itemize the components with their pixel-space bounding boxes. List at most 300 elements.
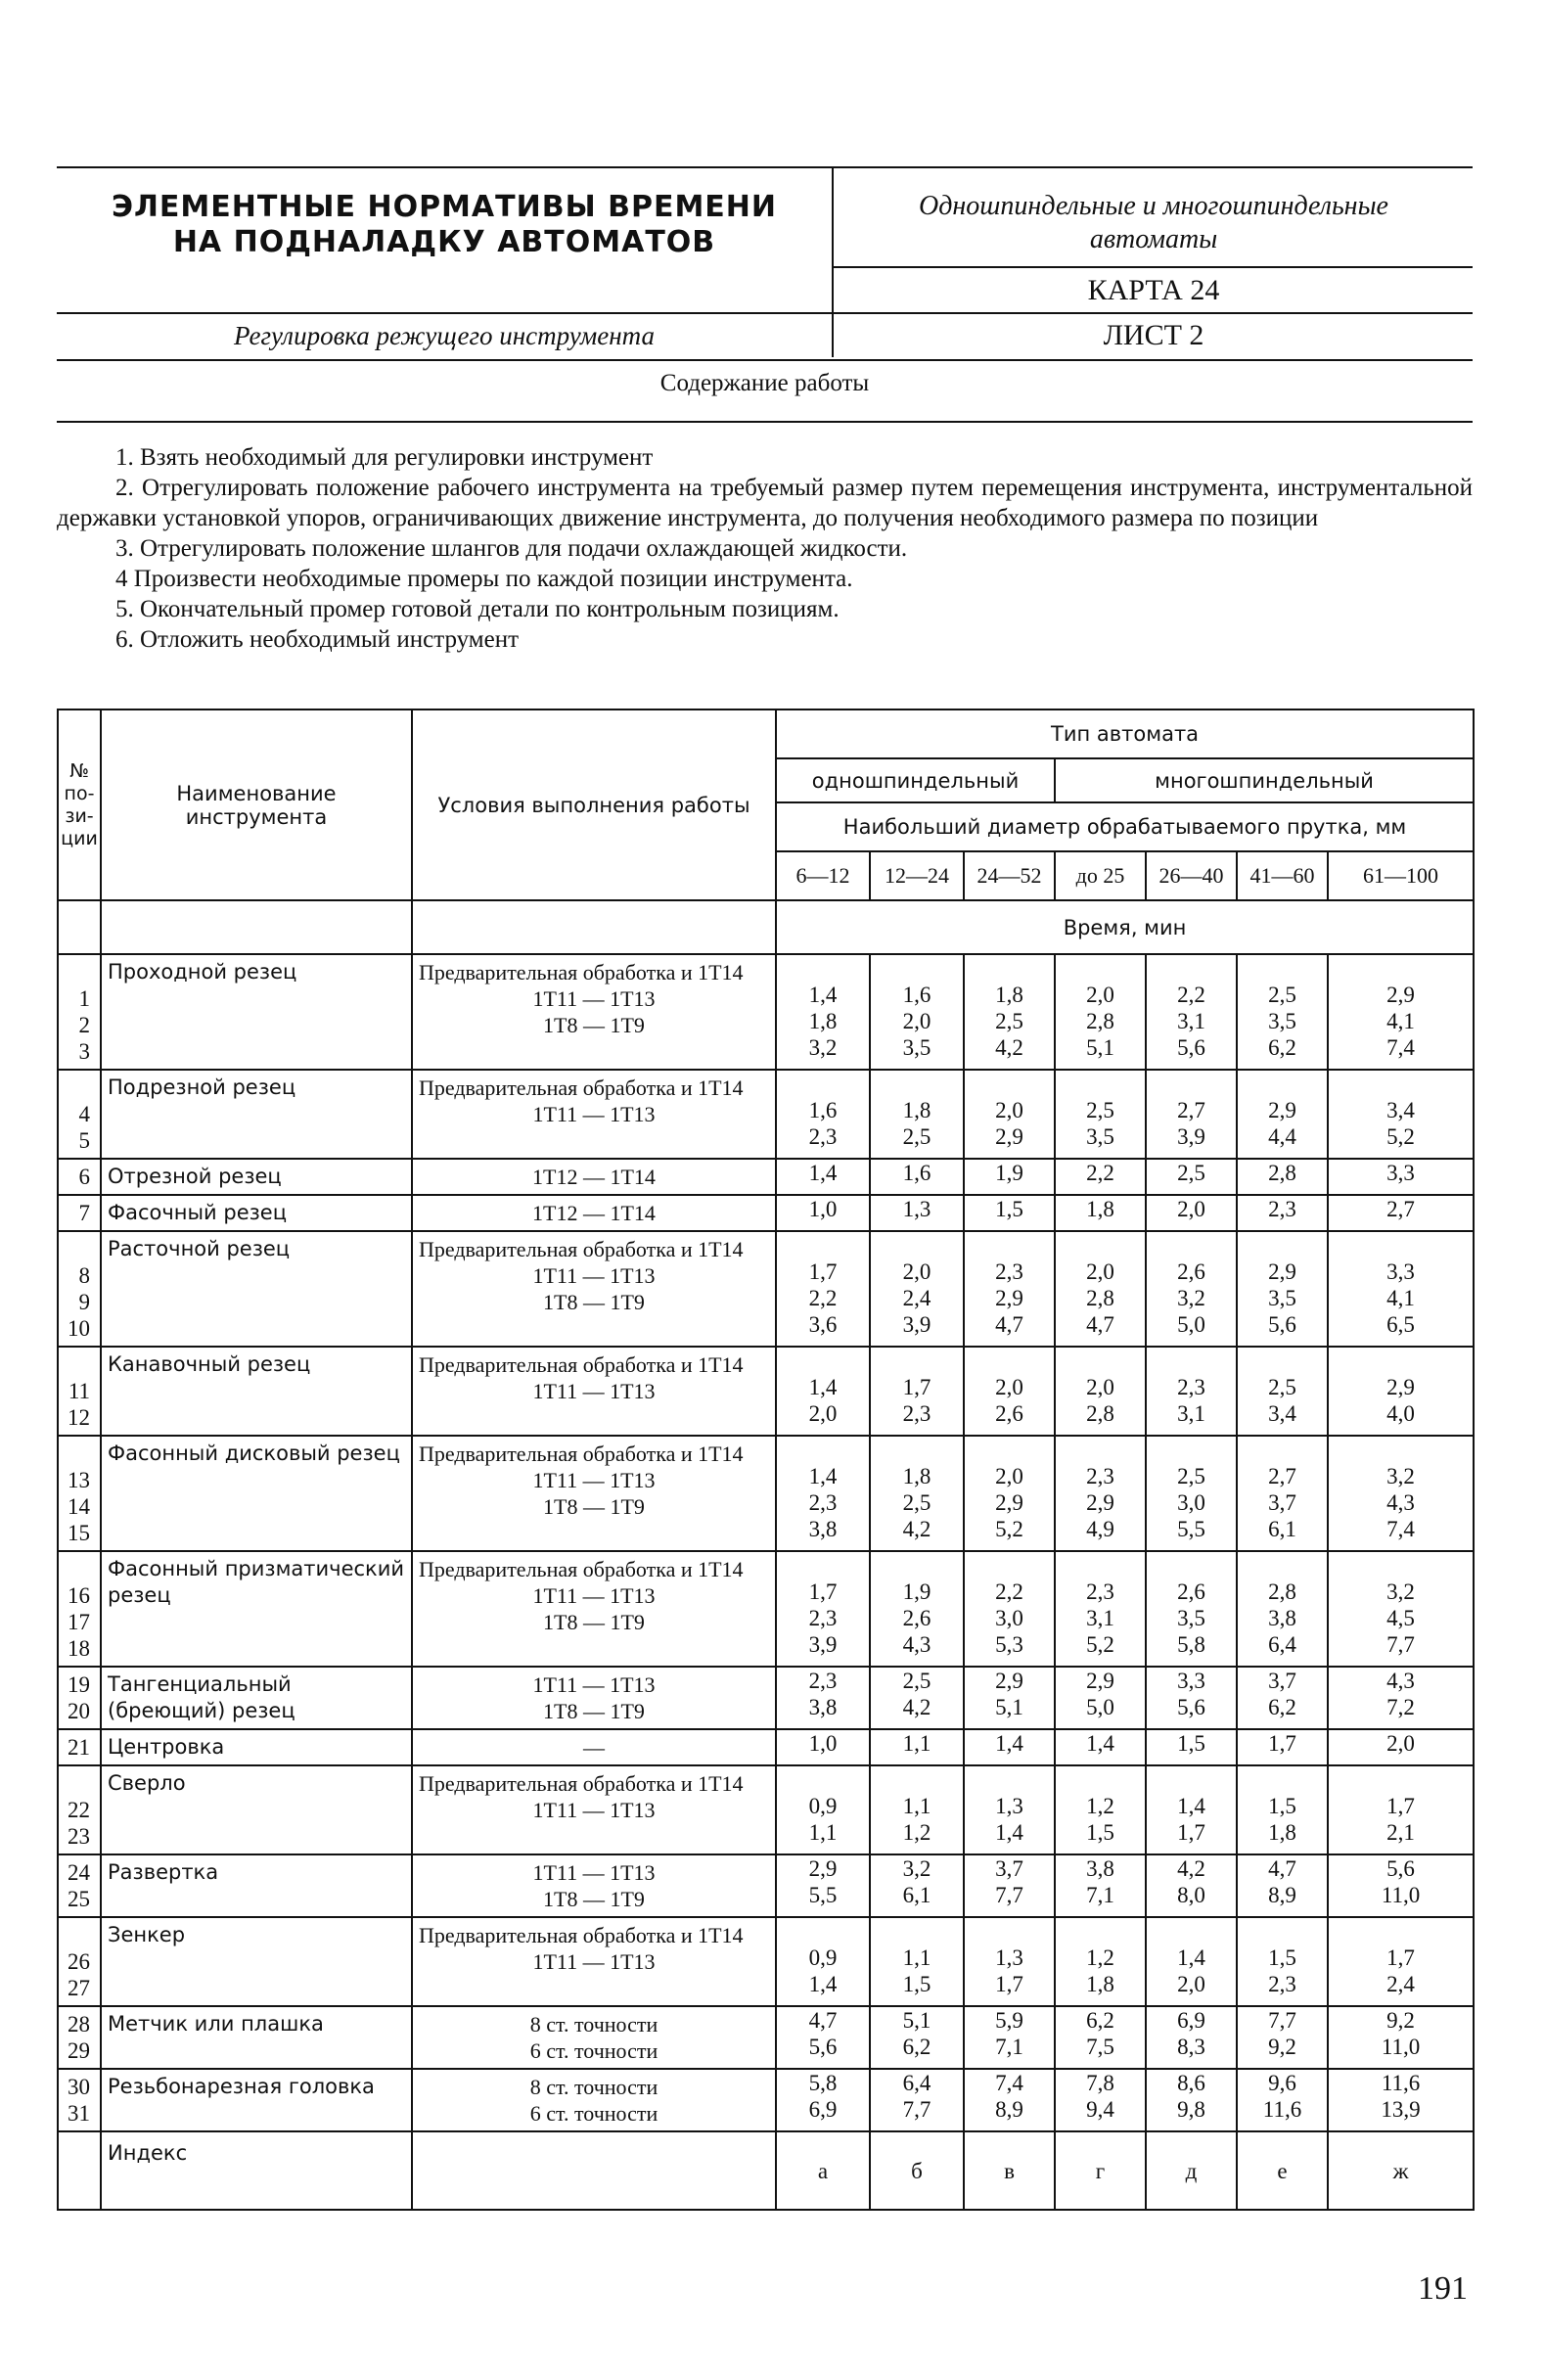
time-cell [1237,1917,1328,2006]
time-value: 4,4 [1268,1124,1296,1149]
time-value: 2,3 [808,1490,838,1515]
condition-line: 1Т11 — 1Т13 [532,1468,656,1492]
time-cell [1146,2006,1237,2069]
time-value: 4,9 [1086,1517,1114,1541]
time-cell [1146,1765,1237,1854]
time-value: 1,7 [1386,1794,1415,1818]
time-value: 3,3 [1386,1259,1415,1284]
time-value: 11,6 [1262,2097,1302,2122]
time-value: 1,3 [902,1197,931,1221]
position-number: 31 [68,2101,90,2126]
time-value: 3,0 [995,1606,1023,1630]
tool-name: Канавочный резец [101,1347,412,1436]
tool-name: Фасонный дисковый резец [101,1436,412,1551]
condition-line: 1Т11 — 1Т13 [532,1263,656,1288]
conditions-cell [412,1917,776,2006]
tool-name: Тангенциальный (бреющий) резец [101,1667,412,1729]
time-value: 2,5 [902,1124,931,1149]
time-cell [1328,1551,1474,1667]
position-cell [58,1436,101,1551]
time-value: 9,8 [1177,2097,1205,2122]
tool-name: Проходной резец [101,954,412,1070]
time-value: 3,7 [1268,1490,1296,1515]
time-value: 2,0 [995,1464,1023,1488]
table-row [58,1667,1474,1729]
time-value: 1,7 [995,1972,1023,1996]
time-value: 2,4 [902,1286,931,1310]
time-value: 7,5 [1086,2035,1114,2059]
time-value: 2,2 [808,1286,838,1310]
tool-name: Центровка [101,1729,412,1765]
condition-line: 1Т8 — 1Т9 [543,1494,645,1519]
time-value: 3,4 [1268,1401,1296,1426]
time-value: 1,4 [808,1972,838,1996]
time-value: 1,6 [902,983,931,1007]
col-header-single: одношпиндельный [776,758,1055,802]
condition-line: 1Т12 — 1Т14 [532,1201,656,1225]
position-number: 28 [68,2012,90,2037]
position-number: 12 [68,1405,90,1430]
position-cell [58,1765,101,1854]
position-number: 14 [68,1494,90,1519]
condition-line: 1Т11 — 1Т13 [532,1798,656,1822]
time-value: 3,3 [1177,1669,1205,1693]
time-cell [964,1070,1055,1159]
time-value: 4,7 [1268,1856,1296,1881]
time-value: 8,6 [1177,2071,1205,2095]
time-value: 6,2 [1268,1695,1296,1719]
table-row [58,2069,1474,2131]
range-header: 6—12 [776,851,870,900]
time-cell [870,1159,964,1195]
time-value: 1,7 [1177,1820,1205,1845]
document-title [57,190,832,260]
time-cell [1328,1667,1474,1729]
section-rule [57,421,1473,423]
time-value: 1,1 [902,1794,931,1818]
time-cell [1328,1159,1474,1195]
time-cell [1055,954,1146,1070]
header-block [57,166,1473,361]
time-value: 1,3 [995,1794,1023,1818]
conditions-cell [412,1070,776,1159]
time-cell [776,1436,870,1551]
time-value: 11,0 [1381,2035,1421,2059]
time-cell [964,2006,1055,2069]
time-value: 1,4 [808,1375,838,1399]
time-cell [1146,1231,1237,1347]
time-value: 1,0 [808,1197,838,1221]
time-value: 2,8 [1086,1286,1114,1310]
step: 5. Окончательный промер готовой детали по контрольным позициям. [115,596,840,622]
time-cell [1237,1551,1328,1667]
time-value: 2,3 [995,1259,1023,1284]
condition-line: 6 ст. точности [529,2101,658,2126]
position-cell [58,1231,101,1347]
conditions-cell [412,1436,776,1551]
time-value: 9,2 [1386,2008,1415,2033]
time-value: 5,1 [995,1695,1023,1719]
position-number: 24 [68,1860,90,1885]
time-value: 1,7 [808,1259,838,1284]
time-value: 7,4 [1386,1517,1415,1541]
time-value: 11,0 [1381,1883,1421,1907]
table-row [58,1765,1474,1854]
time-value: 1,6 [902,1161,931,1185]
time-cell [964,1195,1055,1231]
time-value: 2,4 [1386,1972,1415,1996]
page-number: 191 [1418,2270,1468,2307]
time-cell [1328,2006,1474,2069]
time-value: 1,8 [1086,1972,1114,1996]
time-cell [1237,1765,1328,1854]
time-value: 2,5 [1177,1464,1205,1488]
time-cell [776,1667,870,1729]
time-cell [870,2069,964,2131]
time-cell [1055,2006,1146,2069]
time-cell [1146,1917,1237,2006]
time-value: 4,3 [902,1632,931,1657]
time-value: 5,1 [902,2008,931,2033]
condition-line: 1Т8 — 1Т9 [543,1887,645,1911]
time-cell [1328,1070,1474,1159]
index-letter: в [964,2131,1055,2210]
time-value: 2,7 [1177,1098,1205,1122]
time-cell [776,1159,870,1195]
time-value: 2,8 [1268,1161,1296,1185]
table-row [58,2006,1474,2069]
position-cell [58,1917,101,2006]
position-number: 29 [68,2038,90,2063]
machine-type-line: Одношпиндельные и многошпиндельные [919,191,1388,221]
condition-line: 1Т11 — 1Т13 [532,1949,656,1974]
time-cell [1146,1551,1237,1667]
time-cell [870,1231,964,1347]
time-cell [870,1765,964,1854]
time-cell [776,1854,870,1917]
tool-name: Фасочный резец [101,1195,412,1231]
time-value: 2,9 [1268,1098,1296,1122]
condition-line: 8 ст. точности [529,2012,658,2037]
time-value: 2,8 [1086,1009,1114,1033]
table-row [58,1436,1474,1551]
time-value: 2,8 [1086,1401,1114,1426]
work-content-title: Содержание работы [659,370,870,396]
time-value: 4,2 [902,1695,931,1719]
time-cell [1055,1917,1146,2006]
index-letter: д [1146,2131,1237,2210]
time-value: 6,9 [1177,2008,1205,2033]
time-cell [776,1729,870,1765]
time-value: 2,2 [1086,1161,1114,1185]
col-header-position-text: № по-зи-ции [61,759,98,849]
time-value: 6,4 [1268,1632,1296,1657]
time-value: 3,5 [1268,1009,1296,1033]
condition-line: 1Т11 — 1Т13 [532,1860,656,1885]
range-header: 24—52 [964,851,1055,900]
header-rule [57,312,832,314]
time-value: 0,9 [808,1945,838,1970]
time-value: 2,3 [1086,1464,1114,1488]
tool-name: Фасонный призматический резец [101,1551,412,1667]
time-value: 6,2 [902,2035,931,2059]
position-number: 11 [68,1379,90,1403]
time-cell [1328,1729,1474,1765]
time-value: 5,0 [1177,1312,1205,1337]
time-value: 1,7 [1386,1945,1415,1970]
time-value: 2,0 [1086,983,1114,1007]
time-value: 2,9 [1086,1490,1114,1515]
time-value: 4,7 [808,2008,838,2033]
machine-type-line: автоматы [1089,224,1218,254]
time-value: 11,6 [1381,2071,1421,2095]
index-letter: е [1237,2131,1328,2210]
position-number: 17 [68,1610,90,1634]
position-number: 10 [68,1316,90,1341]
time-value: 3,9 [902,1312,931,1337]
col-header-diameter: Наибольший диаметр обрабатываемого прутка, мм [776,802,1474,851]
time-cell [1237,1436,1328,1551]
time-value: 3,5 [1086,1124,1114,1149]
time-cell [964,1231,1055,1347]
condition-line: 8 ст. точности [529,2075,658,2099]
time-value: 2,0 [1086,1375,1114,1399]
time-value: 5,2 [1386,1124,1415,1149]
time-value: 3,4 [1386,1098,1415,1122]
time-value: 2,0 [1177,1972,1205,1996]
position-number: 19 [68,1672,90,1697]
time-cell [964,2069,1055,2131]
work-steps [57,442,1473,655]
time-value: 2,0 [1177,1197,1205,1221]
time-value: 1,7 [808,1579,838,1604]
time-value: 2,5 [902,1490,931,1515]
time-value: 6,5 [1386,1312,1415,1337]
table-row [58,1551,1474,1667]
time-value: 3,5 [1268,1286,1296,1310]
range-header: 41—60 [1237,851,1328,900]
condition-line: 1Т11 — 1Т13 [532,1379,656,1403]
col-header-conditions: Условия выполнения работы [412,709,776,900]
time-value: 5,8 [1177,1632,1205,1657]
time-value: 2,2 [1177,983,1205,1007]
time-value: 3,9 [1177,1124,1205,1149]
time-value: 5,9 [995,2008,1023,2033]
table-row [58,1917,1474,2006]
table-row [58,954,1474,1070]
time-cell [1328,1231,1474,1347]
time-value: 1,8 [808,1009,838,1033]
time-cell [1328,1436,1474,1551]
time-value: 1,4 [808,983,838,1007]
time-cell [1055,2069,1146,2131]
condition-line: 1Т8 — 1Т9 [543,1699,645,1723]
time-value: 2,5 [995,1009,1023,1033]
range-header: 61—100 [1328,851,1474,900]
conditions-cell [412,954,776,1070]
time-cell [870,954,964,1070]
time-value: 4,2 [902,1517,931,1541]
condition-line: 1Т8 — 1Т9 [543,1013,645,1037]
time-value: 5,6 [808,2035,838,2059]
time-cell [964,1667,1055,1729]
time-value: 2,6 [1177,1579,1205,1604]
time-value: 1,2 [1086,1945,1114,1970]
time-value: 5,2 [1086,1632,1114,1657]
tool-name: Зенкер [101,1917,412,2006]
condition-line: 1Т8 — 1Т9 [543,1610,645,1634]
index-letter: а [776,2131,870,2210]
time-value: 2,3 [808,1606,838,1630]
tool-name: Расточной резец [101,1231,412,1347]
col-header-type: Тип автомата [776,709,1474,758]
position-cell [58,1667,101,1729]
range-header: до 25 [1055,851,1146,900]
time-cell [1146,954,1237,1070]
conditions-cell [412,1159,776,1195]
conditions-cell [412,1667,776,1729]
time-cell [1237,1070,1328,1159]
conditions-cell [412,1729,776,1765]
time-value: 3,1 [1177,1401,1205,1426]
time-value: 2,0 [808,1401,838,1426]
time-value: 8,3 [1177,2035,1205,2059]
col-header-position [58,709,101,900]
time-value: 2,9 [1386,983,1415,1007]
time-value: 1,7 [1268,1731,1296,1756]
time-value: 1,4 [808,1464,838,1488]
time-value: 6,9 [808,2097,838,2122]
time-value: 1,5 [1268,1794,1296,1818]
position-number: 27 [68,1976,90,2000]
range-header: 26—40 [1146,851,1237,900]
conditions-cell [412,1551,776,1667]
position-number: 18 [68,1636,90,1661]
time-cell [1146,1195,1237,1231]
condition-line: — [583,1735,605,1760]
position-number: 2 [78,1013,90,1037]
time-value: 6,1 [902,1883,931,1907]
conditions-cell [412,2069,776,2131]
range-header: 12—24 [870,851,964,900]
time-value: 5,6 [1177,1695,1205,1719]
time-value: 2,0 [1386,1731,1415,1756]
header-rule [832,266,1473,268]
header-rule [832,312,1473,314]
position-cell [58,1854,101,1917]
tool-name: Подрезной резец [101,1070,412,1159]
document-subtitle: Регулировка режущего инструмента [234,321,655,350]
time-value: 3,8 [808,1695,838,1719]
time-cell [1237,1729,1328,1765]
index-row [58,2131,1474,2210]
time-value: 3,5 [902,1035,931,1060]
condition-head: Предварительная обработка и 1Т14 [419,1237,744,1261]
time-value: 5,6 [1177,1035,1205,1060]
position-number: 25 [68,1887,90,1911]
time-cell [1146,2069,1237,2131]
time-value: 2,9 [995,1286,1023,1310]
time-cell [1055,1436,1146,1551]
time-cell [1328,1854,1474,1917]
position-number: 22 [68,1798,90,1822]
time-value: 3,8 [808,1517,838,1541]
time-value: 4,2 [1177,1856,1205,1881]
time-value: 1,3 [995,1945,1023,1970]
time-value: 2,3 [1268,1972,1296,1996]
time-cell [1237,2006,1328,2069]
condition-line: 6 ст. точности [529,2038,658,2063]
time-value: 9,6 [1268,2071,1296,2095]
time-cell [1237,954,1328,1070]
condition-head: Предварительная обработка и 1Т14 [419,1442,744,1466]
condition-head: Предварительная обработка и 1Т14 [419,1557,744,1581]
col-header-multi: многошпиндельный [1055,758,1474,802]
position-number: 20 [68,1699,90,1723]
time-value: 7,7 [995,1883,1023,1907]
position-cell [58,1347,101,1436]
time-value: 5,0 [1086,1695,1114,1719]
table-row [58,1854,1474,1917]
position-number: 5 [78,1128,90,1153]
time-value: 2,5 [1177,1161,1205,1185]
time-cell [1146,1729,1237,1765]
index-letter: ж [1328,2131,1474,2210]
time-value: 2,8 [1268,1579,1296,1604]
time-cell [1237,1854,1328,1917]
tool-name: Резьбонарезная головка [101,2069,412,2131]
conditions-cell [412,1347,776,1436]
time-value: 7,2 [1386,1695,1415,1719]
time-cell [870,1347,964,1436]
conditions-cell [412,1195,776,1231]
table-row [58,1195,1474,1231]
time-value: 2,3 [1177,1375,1205,1399]
condition-head: Предварительная обработка и 1Т14 [419,1076,744,1100]
time-value: 1,4 [1177,1794,1205,1818]
time-value: 1,4 [1177,1945,1205,1970]
time-value: 1,5 [1086,1820,1114,1845]
position-number: 7 [78,1201,90,1225]
index-letter: б [870,2131,964,2210]
time-cell [870,1729,964,1765]
time-cell [964,1854,1055,1917]
condition-line: 1Т11 — 1Т13 [532,1672,656,1697]
time-value: 1,5 [995,1197,1023,1221]
time-cell [1328,954,1474,1070]
time-cell [776,2006,870,2069]
condition-line: 1Т11 — 1Т13 [532,1102,656,1126]
time-value: 1,8 [995,983,1023,1007]
step: 2. Отрегулировать положение рабочего инструмента на требуемый размер путем перемещения инструмента, инструментальной державки установкой упоров, ограничивающих движение инструмента, до получения необходимого размера по позиции [57,475,1473,531]
time-value: 5,3 [995,1632,1023,1657]
time-value: 5,1 [1086,1035,1114,1060]
time-value: 3,3 [1386,1161,1415,1185]
time-cell [776,2069,870,2131]
time-cell [964,1729,1055,1765]
time-value: 2,5 [1086,1098,1114,1122]
time-cell [1055,1854,1146,1917]
position-number: 13 [68,1468,90,1492]
time-cell [1055,1159,1146,1195]
table-row [58,1231,1474,1347]
time-value: 7,4 [995,2071,1023,2095]
time-value: 6,4 [902,2071,931,2095]
time-cell [1328,1917,1474,2006]
col-header-name: Наименование инструмента [101,709,412,900]
time-value: 2,3 [902,1401,931,1426]
time-value: 2,5 [1268,1375,1296,1399]
